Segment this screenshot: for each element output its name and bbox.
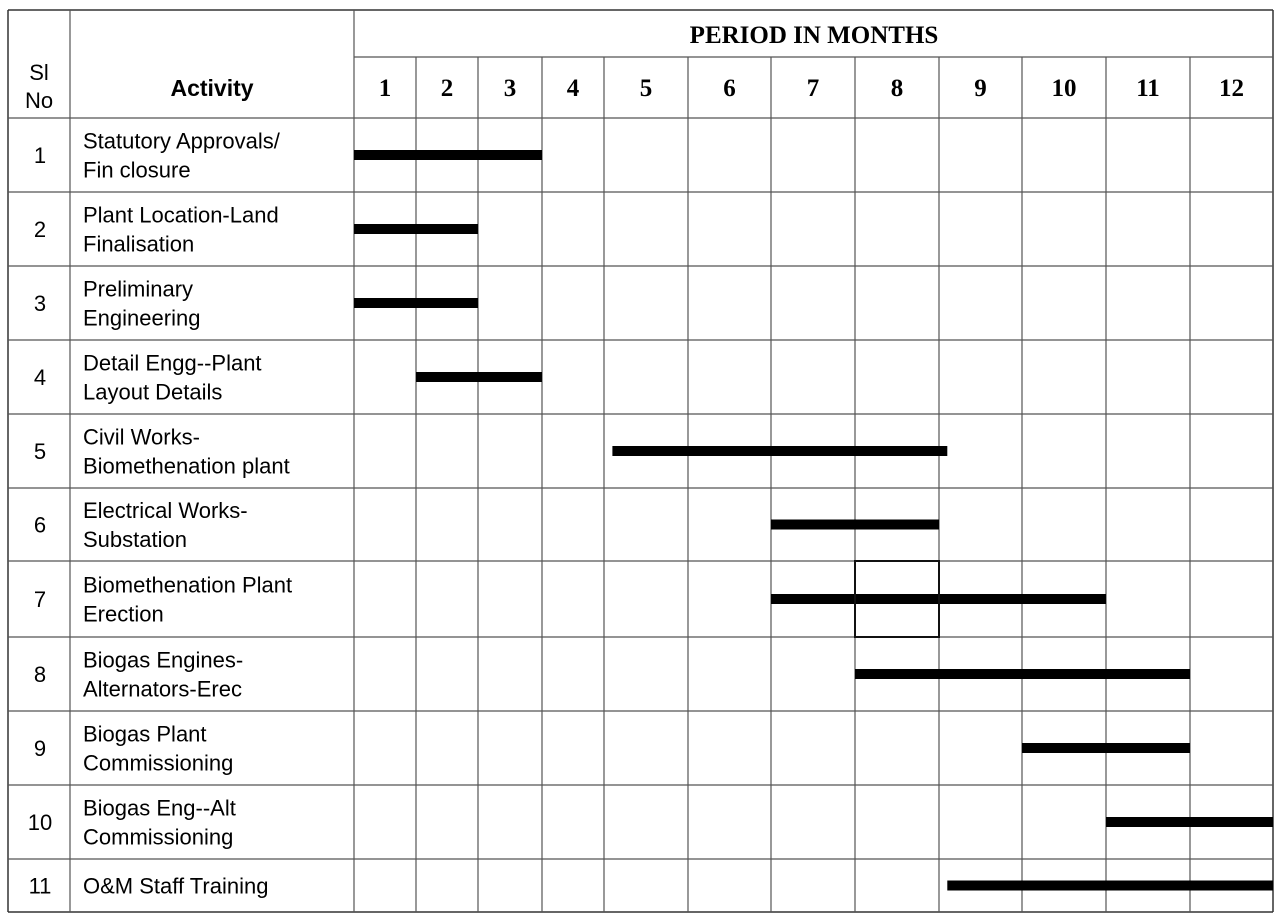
task-activity-line: Biogas Engines- (83, 647, 244, 673)
task-sl-no: 11 (28, 873, 52, 899)
task-sl-no: 3 (33, 291, 47, 316)
task-bar-10 (1106, 817, 1273, 827)
task-activity-line: Commissioning (83, 824, 234, 850)
table-text (25, 22, 1244, 899)
task-activity-line: Civil Works- (83, 424, 200, 450)
task-bars (354, 150, 1273, 891)
task-activity-name (83, 722, 233, 776)
task-activity-line: Biomethenation plant (83, 453, 290, 479)
task-sl-no: 5 (33, 439, 47, 464)
task-activity-line: Fin closure (83, 157, 191, 183)
month-label-4: 4 (566, 75, 580, 102)
month-label-5: 5 (639, 75, 653, 102)
activity-header: Activity (170, 75, 254, 101)
task-activity-line: Engineering (83, 305, 201, 331)
task-activity-line: Detail Engg--Plant (83, 350, 262, 376)
task-activity-name (83, 351, 262, 405)
task-activity-name (83, 874, 268, 899)
task-activity-line: Alternators-Erec (83, 676, 242, 702)
task-activity-line: Substation (83, 527, 187, 552)
task-sl-no: 2 (33, 217, 47, 242)
task-bar-5 (612, 446, 947, 456)
task-activity-name (83, 203, 279, 257)
task-sl-no: 6 (33, 512, 47, 538)
month-label-9: 9 (974, 75, 987, 102)
month-label-7: 7 (806, 75, 820, 102)
task-sl-no: 4 (33, 365, 47, 390)
task-activity-line: Layout Details (83, 379, 223, 405)
task-activity-line: Biogas Eng--Alt (83, 795, 236, 821)
month-label-1: 1 (378, 75, 392, 102)
task-activity-line: Biomethenation Plant (83, 572, 293, 598)
month-label-2: 2 (440, 75, 454, 102)
task-sl-no: 7 (33, 587, 47, 612)
task-activity-name (83, 648, 243, 702)
task-sl-no: 10 (27, 810, 53, 835)
task-activity-name (83, 573, 292, 627)
task-activity-name (83, 277, 200, 331)
task-activity-line: Erection (83, 601, 164, 627)
task-activity-name (83, 425, 290, 479)
task-sl-no: 9 (33, 736, 47, 761)
sl-no-header (25, 60, 53, 113)
task-bar-11 (947, 881, 1273, 891)
month-label-12: 12 (1219, 75, 1244, 102)
task-bar-4 (416, 372, 542, 382)
task-activity-line: Preliminary (83, 276, 194, 302)
task-activity-line: Finalisation (83, 231, 195, 257)
task-sl-no: 8 (33, 662, 47, 687)
sl-no-header-line: No (24, 88, 54, 113)
task-activity-name (83, 129, 281, 183)
task-activity-line: Statutory Approvals/ (83, 128, 280, 154)
sl-no-header-line: Sl (29, 60, 49, 85)
task-activity-line: Commissioning (83, 750, 234, 776)
task-bar-2 (354, 224, 478, 234)
month-label-8: 8 (890, 75, 904, 102)
task-activity-name (83, 796, 236, 850)
task-activity-line: Plant Location-Land (83, 202, 279, 228)
task-sl-no: 1 (33, 143, 47, 168)
task-activity-name (83, 498, 248, 552)
period-title: PERIOD IN MONTHS (689, 22, 939, 49)
month-label-3: 3 (503, 75, 517, 102)
month-label-6: 6 (723, 75, 736, 102)
task-activity-line: Biogas Plant (83, 721, 207, 747)
task-bar-8 (855, 669, 1190, 679)
task-bar-3 (354, 298, 478, 308)
month-label-11: 11 (1136, 75, 1160, 102)
task-bar-6 (771, 520, 939, 530)
task-activity-line: O&M Staff Training (83, 873, 269, 899)
task-bar-9 (1022, 743, 1190, 753)
month-label-10: 10 (1051, 75, 1077, 102)
task-bar-1 (354, 150, 542, 160)
task-activity-line: Electrical Works- (83, 498, 248, 523)
